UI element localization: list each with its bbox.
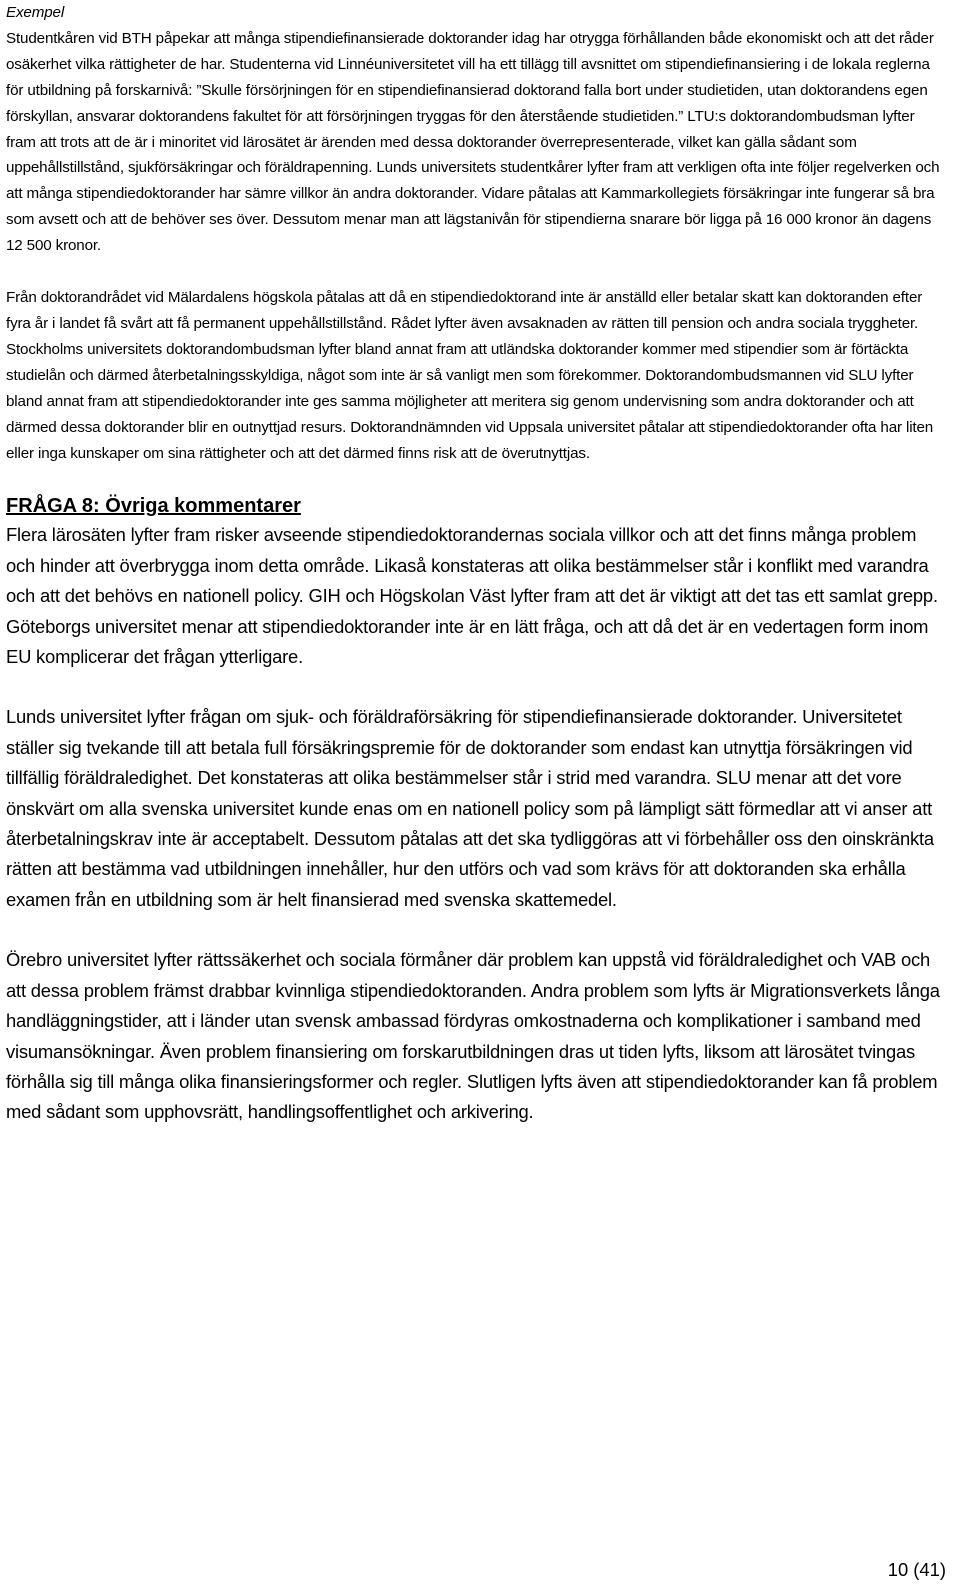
paragraph-gap (6, 915, 946, 945)
section-heading: FRÅGA 8: Övriga kommentarer (6, 495, 301, 518)
paragraph-gap (6, 259, 946, 285)
example-block (6, 0, 946, 466)
section-gap (6, 466, 946, 492)
section-paragraph-3: Örebro universitet lyfter rättssäkerhet och sociala förmåner där problem kan uppstå vid föräldraledighet och VAB och att dessa problem främst drabbar kvinnliga stipendiedoktoranden. Andra problem som lyfts är Migrationsverkets långa handläggningstider, att i länder utan svensk ambassad fördyras omkostnaderna och komplikationer i samband med visumansökningar. Även problem finansiering om forskarutbildningen dras ut tiden lyfts, liksom att lärosätet tvingas förhålla sig till många olika finansieringsformer och regler. Slutligen lyfts även att stipendiedoktorander kan få problem med sådant som upphovsrätt, handlingsoffentlighet och arkivering. (6, 949, 940, 1123)
document-page (6, 0, 946, 1128)
example-label: Exempel (6, 4, 65, 21)
example-paragraph-1: Studentkåren vid BTH påpekar att många stipendiefinansierade doktorander idag har otrygga förhållanden både ekonomiskt och att det råder osäkerhet vilka rättigheter de har. Studenterna vid Linnéuniversitetet vill ha ett tillägg till avsnittet om stipendiefinansiering i de lokala reglerna för utbildning på forskarnivå: ”Skulle försörjningen för en stipendiefinansierad doktorand falla bort under studietiden, utan doktorandens egen förskyllan, ansvarar doktorandens fakultet för att försörjningen tryggas för den återstående studietiden.” LTU:s doktorandombudsman lyfter fram att trots att de är i minoritet vid lärosätet är ärenden med dessa doktorander överrepresenterade, vilket kan gälla sådant som uppehållstillstånd, sjukförsäkringar och föräldrapenning. Lunds universitets studentkårer lyfter fram att verkligen ofta inte följer regelverken och att många stipendiedoktorander har sämre villkor än andra doktorander. Vidare påtalas att Kammarkollegiets försäkringar inte fungerar så bra som avsett och att de behöver ses över. Dessutom menar man att lägstanivån för stipendierna snarare bör ligga på 16 000 kronor än dagens 12 500 kronor. (6, 29, 940, 255)
page-number: 10 (41) (887, 1559, 946, 1580)
example-paragraph-2: Från doktorandrådet vid Mälardalens högskola påtalas att då en stipendiedoktorand inte är anställd eller betalar skatt kan doktoranden efter fyra år i landet få svårt att få permanent uppehållstillstånd. Rådet lyfter även avsaknaden av rätten till pension och andra sociala tryggheter. Stockholms universitets doktorandombudsman lyfter bland annat fram att utländska doktorander kommer med stipendier som är förtäckta studielån och därmed återbetalningsskyldiga, något som inte är så vanligt men som förekommer. Doktorandombudsmannen vid SLU lyfter bland annat fram att stipendiedoktorander inte ges samma möjligheter att meritera sig genom undervisning som andra doktorander och att därmed dessa doktorander blir en outnyttjad resurs. Doktorandnämnden vid Uppsala universitet påtalar att stipendiedoktorander ofta har liten eller inga kunskaper om sina rättigheter och att det därmed finns risk att de överutnyttjas. (6, 289, 934, 462)
paragraph-gap (6, 672, 946, 702)
section-paragraph-2: Lunds universitet lyfter frågan om sjuk- och föräldraförsäkring för stipendiefinansierade doktorander. Universitetet ställer sig tvekande till att betala full försäkringspremie för de doktorander som endast kan utnyttja försäkringen vid tillfällig föräldraledighet. Det konstateras att olika bestämmelser står i strid med varandra. SLU menar att det vore önskvärt om alla svenska universitet kunde enas om en nationell policy som på lämpligt sätt förmedlar att vi anser att återbetalningskrav inte är acceptabelt. Dessutom påtalas att det ska tydliggöras att vi förbehåller oss den oinskränkta rätten att bestämma vad utbildningen innehåller, hur den utförs och vad som krävs för att doktoranden ska erhålla examen från en utbildning som är helt finansierad med svenska skattemedel. (6, 706, 934, 910)
section-paragraph-1: Flera lärosäten lyfter fram risker avseende stipendiedoktorandernas sociala villkor och att det finns många problem och hinder att överbrygga inom detta område. Likaså konstateras att olika bestämmelser står i konflikt med varandra och att det behövs en nationell policy. GIH och Högskolan Väst lyfter fram att det är viktigt att det tas ett samlat grepp. Göteborgs universitet menar att stipendiedoktorander inte är en lätt fråga, och att då det är en vedertagen form inom EU komplicerar det frågan ytterligare. (6, 524, 938, 668)
